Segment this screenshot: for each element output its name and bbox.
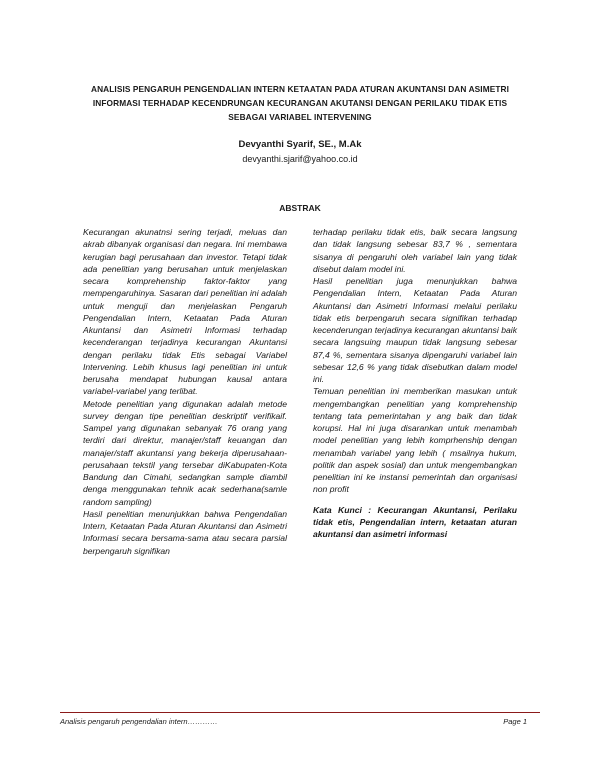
keywords: Kata Kunci : Kecurangan Akuntansi, Perilaku tidak etis, Pengendalian intern, ketaatan aturan akuntansi dan asimetri informasi (313, 504, 517, 539)
footer-running-title: Analisis pengaruh pengendalian intern………… (60, 717, 218, 726)
title-line-1: ANALISIS PENGARUH PENGENDALIAN INTERN KETAATAN PADA ATURAN AKUNTANSI DAN ASIMETRI (90, 84, 510, 94)
abstract-paragraph: terhadap perilaku tidak etis, baik secara langsung dan tidak langsung sebesar 83,7 % , sementara sisanya di pengaruhi oleh variabel lain yang tidak disebut dalam model ini. (313, 227, 517, 274)
page-number: Page 1 (503, 717, 527, 726)
abstract-heading: ABSTRAK (279, 203, 321, 213)
author-name: Devyanthi Syarif, SE., M.Ak (238, 139, 362, 150)
footer-divider (60, 712, 540, 713)
author-email: devyanthi.sjarif@yahoo.co.id (242, 154, 358, 164)
abstract-paragraph: Hasil penelitian juga menunjukkan bahwa Pengendalian Intern, Ketaatan Pada Aturan Akuntansi dan Asimetri Informasi melalui perilaku tidak etis berpengaruh secara signifikan terhadap kecenderungan terjadinya kecurangan akuntansi baik secara langsuing maupun tidak langsung sebesar 87,4 %, sementara sisanya dipengaruhi variabel lain sebesar 12,6 % yang tidak disebutkan dalam model ini. (313, 276, 517, 384)
abstract-paragraph: Temuan penelitian ini memberikan masukan untuk mengembangkan penelitian yang komprehenship tentang tata pemerintahan y ang baik dan tidak korupsi. Hal ini juga disarankan untuk menambah model penelitian yang lebih komprhenship dengan menambah variabel yang lebih ( msailnya hukum, politik dan aspek sosial) dan untuk mengembangkan penelitian ini ke instansi pemerintah dan organisasi non profit (313, 386, 517, 495)
abstract-left-column (83, 226, 287, 557)
abstract-paragraph: Metode penelitian yang digunakan adalah metode survey dengan tipe penelitian deskriptif verifikaif. Sampel yang digunakan sebanyak 76 orang yang terdiri dari direktur, manajer/staff keuangan dan manajer/staff akuntansi yang bekerja diperusahaan-perusahaan tekstil yang tersebar diKabupaten-Kota Bandung dan Cimahi, sedangkan sample diambil denga menggunakan tehnik acak sederhana(samle random sampling) (83, 398, 287, 507)
abstract-paragraph: Hasil penelitian menunjukkan bahwa Pengendalian Intern, Ketaatan Pada Aturan Akuntansi dan Asimetri Informasi secara bersama-sama atau secara parsial berpengaruh signifikan (83, 508, 287, 556)
paper-title (60, 82, 540, 124)
abstract-paragraph: Kecurangan akunatnsi sering terjadi, meluas dan akrab dibanyak organisasi dan negara. Ini membawa kerugian bagi perusahaan dan investor. Tetapi tidak ada penelitian yang berusahan untuk menjelaskan secara komprehenship faktor-faktor yang mempengaruhinya. Sasaran dari penelitian ini adalah untuk menguji dan menjelaskan Pengaruh Pengendalian Intern, Ketaatan Pada Aturan Akuntansi dan Asimetri Informasi terhadap kecenderangan terjadinya kecurangan Akuntansi dengan perilaku tidak Etis sebagai Variabel Intervening. Lebih khusus lagi penelitian ini untuk berusaha mendapat hubungan kausal antara variabel-variabel yang terlibat. (83, 227, 287, 397)
abstract-right-column (313, 226, 517, 540)
title-line-3: SEBAGAI VARIABEL INTERVENING (228, 112, 372, 122)
title-line-2: INFORMASI TERHADAP KECENDRUNGAN KECURANGAN AKUTANSI DENGAN PERILAKU TIDAK ETIS (92, 98, 508, 108)
